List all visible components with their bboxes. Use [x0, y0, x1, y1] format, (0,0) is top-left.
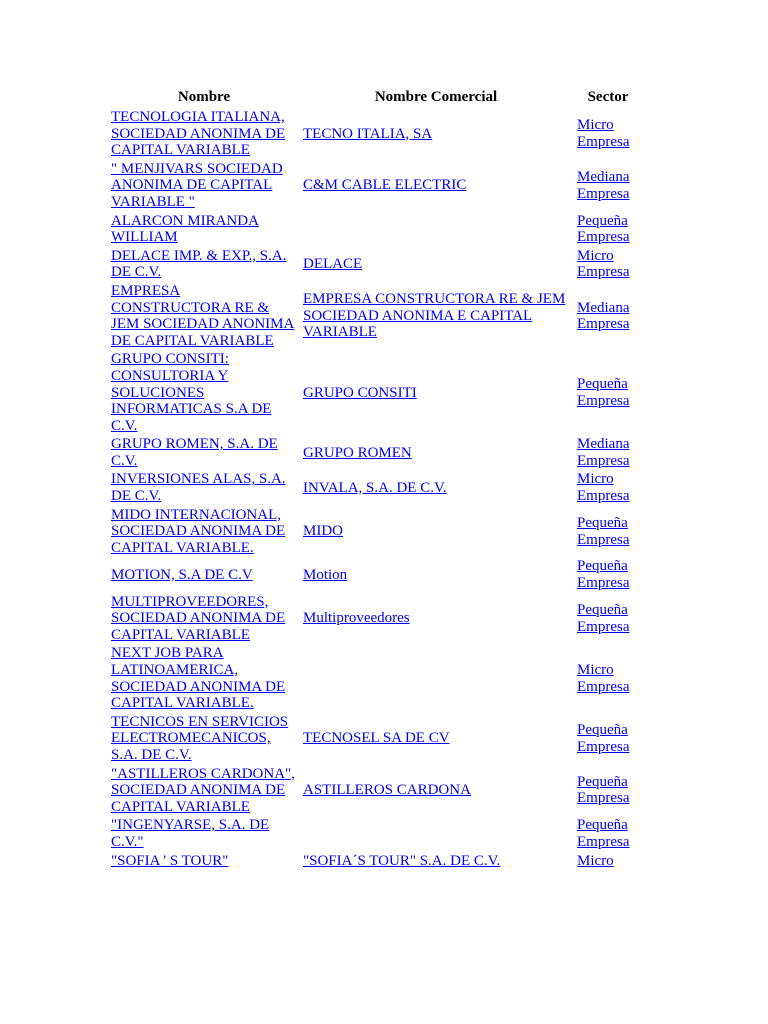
sector-cell	[573, 161, 643, 211]
nombre-comercial-link[interactable]: GRUPO ROMEN	[303, 444, 412, 461]
nombre-comercial-link[interactable]: DELACE	[303, 256, 363, 273]
header-row	[109, 88, 643, 107]
header-nombre-comercial: Nombre Comercial	[374, 89, 498, 105]
table-row	[109, 351, 643, 434]
nombre-comercial-link[interactable]: TECNO ITALIA, SA	[303, 125, 433, 142]
table-row	[109, 714, 643, 764]
sector-link[interactable]: Pequeña Empresa	[577, 212, 630, 246]
sector-link[interactable]: Micro	[577, 852, 614, 869]
table-row	[109, 161, 643, 211]
sector-link[interactable]: Mediana Empresa	[577, 436, 630, 469]
nombre-link[interactable]: "ASTILLEROS CARDONA", SOCIEDAD ANONIMA DE CAPITAL VARIABLE	[111, 765, 295, 815]
nombre-comercial-link[interactable]: EMPRESA CONSTRUCTORA RE & JEM SOCIEDAD ANONIMA E CAPITAL VARIABLE	[303, 291, 566, 341]
nombre-cell	[109, 248, 299, 281]
table-head	[109, 88, 643, 107]
nombre-comercial-cell	[301, 594, 571, 644]
nombre-link[interactable]: MOTION, S.A DE C.V	[111, 566, 253, 583]
nombre-comercial-cell	[301, 248, 571, 281]
nombre-link[interactable]: EMPRESA CONSTRUCTORA RE & JEM SOCIEDAD ANONIMA DE CAPITAL VARIABLE	[111, 282, 295, 349]
nombre-link[interactable]: TECNICOS EN SERVICIOS ELECTROMECANICOS, S.A. DE C.V.	[111, 713, 289, 763]
sector-cell	[573, 436, 643, 469]
nombre-cell	[109, 714, 299, 764]
sector-cell	[573, 248, 643, 281]
nombre-link[interactable]: INVERSIONES ALAS, S.A. DE C.V.	[111, 471, 286, 505]
nombre-comercial-link[interactable]: GRUPO CONSITI	[303, 384, 417, 401]
table-row	[109, 213, 643, 246]
sector-cell	[573, 853, 643, 870]
nombre-comercial-link[interactable]: "SOFIA´S TOUR" S.A. DE C.V.	[303, 852, 501, 869]
nombre-cell	[109, 766, 299, 816]
nombre-cell	[109, 351, 299, 434]
header-nombre: Nombre	[177, 89, 231, 105]
sector-cell	[573, 507, 643, 557]
company-table	[107, 86, 645, 871]
table-row	[109, 283, 643, 349]
sector-link[interactable]: Micro Empresa	[577, 247, 630, 281]
sector-link[interactable]: Mediana Empresa	[577, 169, 630, 202]
table-row	[109, 471, 643, 504]
nombre-cell	[109, 109, 299, 159]
table-row	[109, 645, 643, 711]
nombre-cell	[109, 161, 299, 211]
nombre-cell	[109, 594, 299, 644]
nombre-comercial-cell	[301, 436, 571, 469]
table-row	[109, 507, 643, 557]
sector-link[interactable]: Pequeña Empresa	[577, 773, 630, 807]
nombre-link[interactable]: "SOFIA ' S TOUR"	[111, 852, 229, 869]
nombre-link[interactable]: ALARCON MIRANDA WILLIAM	[111, 212, 259, 246]
nombre-link[interactable]: TECNOLOGIA ITALIANA, SOCIEDAD ANONIMA DE CAPITAL VARIABLE	[111, 109, 286, 159]
nombre-cell	[109, 817, 299, 850]
nombre-comercial-cell	[301, 817, 571, 850]
table-body	[109, 109, 643, 869]
nombre-comercial-link[interactable]: Multiproveedores	[303, 610, 410, 627]
nombre-comercial-cell	[301, 558, 571, 591]
nombre-cell	[109, 645, 299, 711]
nombre-comercial-cell	[301, 766, 571, 816]
sector-link[interactable]: Pequeña Empresa	[577, 817, 630, 850]
nombre-comercial-cell	[301, 507, 571, 557]
nombre-cell	[109, 853, 299, 870]
sector-link[interactable]: Pequeña Empresa	[577, 722, 630, 755]
nombre-link[interactable]: MIDO INTERNACIONAL, SOCIEDAD ANONIMA DE CAPITAL VARIABLE.	[111, 506, 286, 556]
table-row	[109, 558, 643, 591]
header-sector: Sector	[587, 89, 629, 105]
nombre-cell	[109, 507, 299, 557]
sector-link[interactable]: Micro Empresa	[577, 117, 630, 150]
nombre-comercial-cell	[301, 283, 571, 349]
sector-cell	[573, 213, 643, 246]
sector-cell	[573, 351, 643, 434]
table-row	[109, 436, 643, 469]
sector-cell	[573, 594, 643, 644]
sector-cell	[573, 817, 643, 850]
nombre-cell	[109, 471, 299, 504]
nombre-cell	[109, 283, 299, 349]
table-row	[109, 817, 643, 850]
nombre-link[interactable]: GRUPO CONSITI: CONSULTORIA Y SOLUCIONES INFORMATICAS S.A DE C.V.	[111, 351, 272, 434]
sector-link[interactable]: Pequeña Empresa	[577, 601, 630, 635]
nombre-comercial-link[interactable]: ASTILLEROS CARDONA	[303, 782, 471, 799]
nombre-link[interactable]: " MENJIVARS SOCIEDAD ANONIMA DE CAPITAL VARIABLE "	[111, 160, 283, 210]
nombre-comercial-link[interactable]: TECNOSEL SA DE CV	[303, 730, 450, 747]
nombre-comercial-cell	[301, 351, 571, 434]
sector-cell	[573, 766, 643, 816]
sector-cell	[573, 283, 643, 349]
nombre-comercial-cell	[301, 213, 571, 246]
sector-link[interactable]: Mediana Empresa	[577, 299, 630, 333]
sector-cell	[573, 714, 643, 764]
sector-cell	[573, 558, 643, 591]
table-row	[109, 109, 643, 159]
nombre-comercial-cell	[301, 645, 571, 711]
nombre-comercial-cell	[301, 161, 571, 211]
table-row	[109, 853, 643, 870]
sector-cell	[573, 109, 643, 159]
sector-link[interactable]: Micro Empresa	[577, 471, 630, 505]
nombre-cell	[109, 213, 299, 246]
sector-link[interactable]: Pequeña Empresa	[577, 558, 630, 592]
nombre-link[interactable]: GRUPO ROMEN, S.A. DE C.V.	[111, 436, 278, 469]
nombre-comercial-link[interactable]: Motion	[303, 566, 348, 583]
table-row	[109, 594, 643, 644]
sector-cell	[573, 471, 643, 504]
sector-link[interactable]: Pequeña Empresa	[577, 376, 630, 409]
table-row	[109, 248, 643, 281]
nombre-comercial-link[interactable]: C&M CABLE ELECTRIC	[303, 177, 467, 194]
nombre-link[interactable]: "INGENYARSE, S.A. DE C.V."	[111, 817, 270, 850]
table-row	[109, 766, 643, 816]
nombre-link[interactable]: NEXT JOB PARA LATINOAMERICA, SOCIEDAD ANONIMA DE CAPITAL VARIABLE.	[111, 645, 286, 712]
nombre-comercial-cell	[301, 471, 571, 504]
nombre-comercial-cell	[301, 853, 571, 870]
sector-cell	[573, 645, 643, 711]
nombre-cell	[109, 558, 299, 591]
nombre-comercial-link[interactable]: MIDO	[303, 523, 343, 540]
sector-link[interactable]: Micro Empresa	[577, 662, 630, 695]
nombre-cell	[109, 436, 299, 469]
nombre-comercial-cell	[301, 714, 571, 764]
nombre-link[interactable]: MULTIPROVEEDORES, SOCIEDAD ANONIMA DE CAPITAL VARIABLE	[111, 593, 286, 643]
nombre-link[interactable]: DELACE IMP. & EXP., S.A. DE C.V.	[111, 247, 287, 281]
sector-link[interactable]: Pequeña Empresa	[577, 514, 630, 548]
nombre-comercial-cell	[301, 109, 571, 159]
nombre-comercial-link[interactable]: INVALA, S.A. DE C.V.	[303, 479, 447, 496]
